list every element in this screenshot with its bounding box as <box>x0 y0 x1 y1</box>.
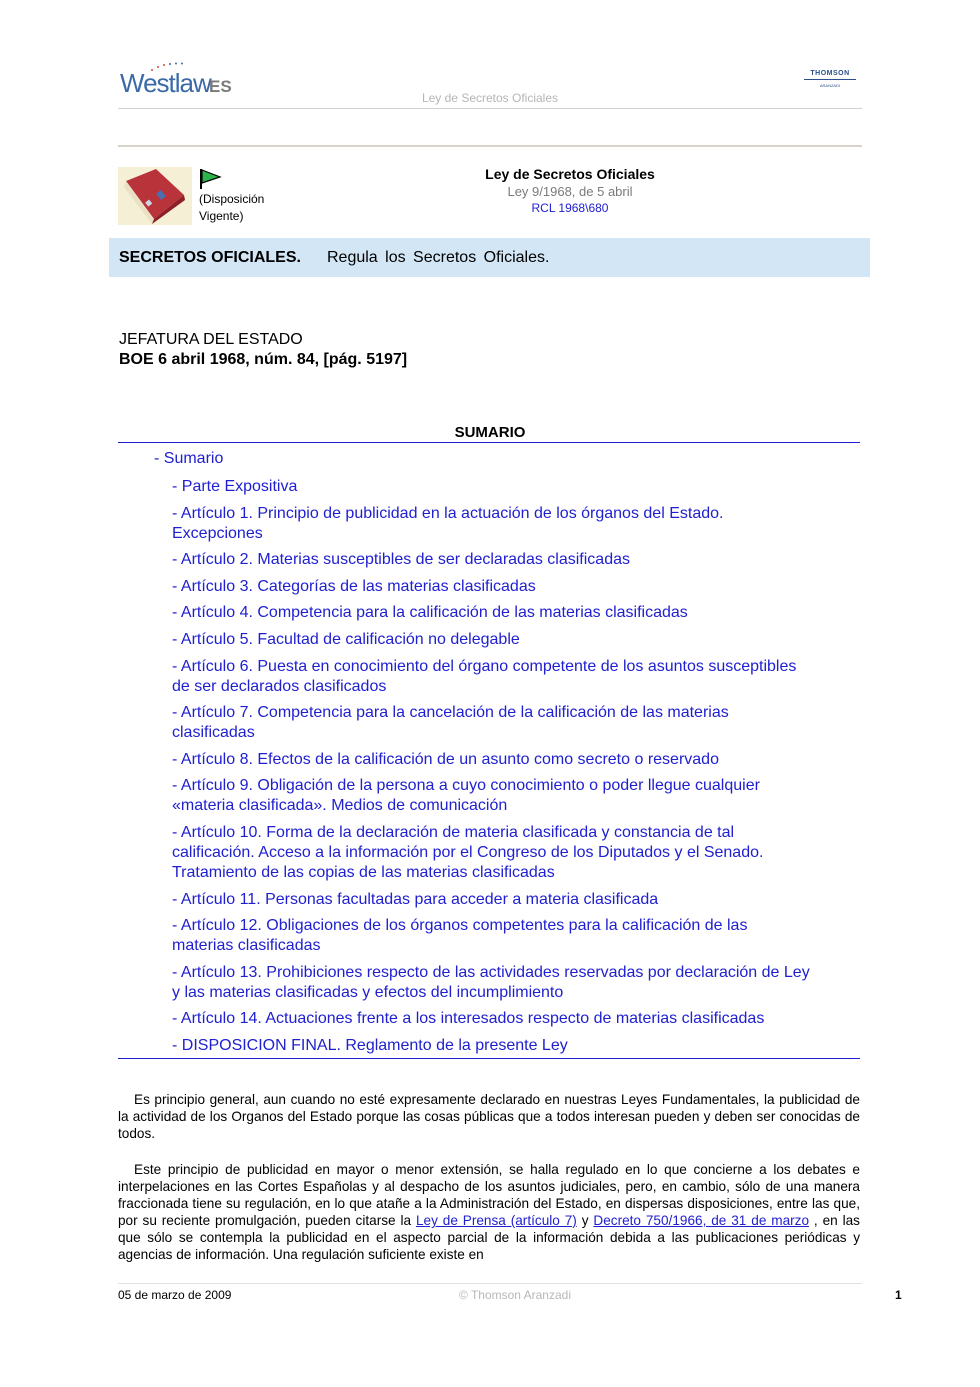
topic-banner <box>109 238 870 277</box>
body-paragraph: Es principio general, aun cuando no esté expresamente declarado en nuestras Leyes Fundamentales, la publicidad de la actividad de los Organos del Estado porque las cosas públicas que a todos interesan pueden y deben ser conocidas de todos. <box>118 1092 860 1141</box>
document-title-block <box>470 165 670 217</box>
sumario-root-link[interactable]: - Sumario <box>154 450 224 467</box>
sumario-divider-bottom <box>118 1058 860 1059</box>
document-title: Ley de Secretos Oficiales <box>485 166 655 182</box>
toc-link[interactable]: - Artículo 6. Puesta en conocimiento del órgano competente de los asuntos susceptibles de ser declarados clasificados <box>172 657 797 695</box>
boe-citation: BOE 6 abril 1968, núm. 84, [pág. 5197] <box>119 351 408 368</box>
banner-text: Regula los Secretos Oficiales. <box>327 249 550 266</box>
toc-link[interactable]: - Artículo 13. Prohibiciones respecto de las actividades reservadas por declaración de Ley y las materias clasificadas y efectos del incumplimiento <box>172 963 810 1001</box>
banner-label: SECRETOS OFICIALES. <box>119 249 301 266</box>
sumario-heading: SUMARIO <box>454 424 526 441</box>
footer-copyright: © Thomson Aranzadi <box>458 1288 571 1302</box>
paragraph-text: , en las que sólo se contempla la publicidad en el aspecto parcial de la información debida a las publicaciones periódicas y agencias de información. Una regulación suficiente existe en <box>118 1213 860 1262</box>
book-icon <box>118 167 192 225</box>
document-subtitle: Ley 9/1968, de 5 abril <box>507 184 633 199</box>
toc-link[interactable]: - Artículo 14. Actuaciones frente a los interesados respecto de materias clasificadas <box>172 1010 765 1028</box>
toc-link[interactable]: - Artículo 9. Obligación de la persona a cuyo conocimiento o poder llegue cualquier «materia clasificada». Medios de comunicación <box>172 777 760 815</box>
toc-link[interactable]: - Parte Expositiva <box>172 478 298 495</box>
paragraph-text: y <box>581 1213 589 1228</box>
status-line: Vigente) <box>199 209 244 223</box>
body-paragraph <box>118 1161 860 1263</box>
issuer: JEFATURA DEL ESTADO <box>119 331 303 348</box>
toc-link[interactable]: - Artículo 1. Principio de publicidad en la actuación de los órganos del Estado. Excepciones <box>172 504 724 542</box>
thomson-logo-text: THOMSON <box>810 70 850 77</box>
toc-link[interactable]: - Artículo 8. Efectos de la calificación de un asunto como secreto o reservado <box>172 750 719 768</box>
document-reference[interactable]: RCL 1968\680 <box>531 201 609 215</box>
toc-link[interactable]: - Artículo 5. Facultad de calificación no delegable <box>172 630 520 648</box>
header-divider <box>118 108 862 109</box>
toc-link[interactable]: - Artículo 2. Materias susceptibles de ser declaradas clasificadas <box>172 551 630 569</box>
table-of-contents <box>172 477 812 1063</box>
page-number: 1 <box>895 1288 902 1302</box>
logo-suffix: ES <box>209 77 232 96</box>
paragraph-text: Este principio de publicidad en mayor o menor extensión, se halla regulado en lo que concierne a los debates e interpelaciones en las Cortes Españolas y al despacho de los asuntos judiciales, pero, en cambio, sólo de una manera fraccionada tiene su regulación, en lo que atañe a la Administración del Estado, en dispersas disposiciones, entre las que, por su reciente promulgación, pueden citarse la <box>118 1162 860 1228</box>
toc-link[interactable]: - Artículo 3. Categorías de las materias clasificadas <box>172 577 536 595</box>
footer-date: 05 de marzo de 2009 <box>118 1288 232 1302</box>
sumario-divider-top <box>118 442 860 443</box>
toc-link[interactable]: - Artículo 10. Forma de la declaración de materia clasificada y constancia de tal calificación. Acceso a la información por el Congreso de los Diputados y el Senado. Tratamiento de las copias de las materias clasificadas <box>172 823 764 881</box>
decreto-link[interactable]: Decreto 750/1966, de 31 de marzo <box>593 1213 810 1228</box>
flag-icon <box>199 168 223 190</box>
status-label <box>199 191 264 225</box>
toc-link[interactable]: - Artículo 7. Competencia para la cancelación de la calificación de las materias clasificadas <box>172 704 729 742</box>
footer-divider <box>118 1283 862 1284</box>
toc-link[interactable]: - Artículo 12. Obligaciones de los órganos competentes para la calificación de las materias clasificadas <box>172 917 748 955</box>
status-line: (Disposición <box>199 192 265 206</box>
thomson-logo-rule <box>804 79 856 80</box>
toc-link[interactable]: - DISPOSICION FINAL. Reglamento de la presente Ley <box>172 1036 568 1054</box>
logo-text: Westlaw <box>120 68 211 98</box>
running-title: Ley de Secretos Oficiales <box>421 91 559 105</box>
thomson-logo-sub: ARANZADI <box>819 83 841 88</box>
toc-link[interactable]: - Artículo 4. Competencia para la calificación de las materias clasificadas <box>172 604 688 622</box>
ley-prensa-link[interactable]: Ley de Prensa (artículo 7) <box>415 1213 577 1228</box>
header-divider-thick <box>118 145 862 147</box>
toc-link[interactable]: - Artículo 11. Personas facultadas para acceder a materia clasificada <box>172 890 659 908</box>
